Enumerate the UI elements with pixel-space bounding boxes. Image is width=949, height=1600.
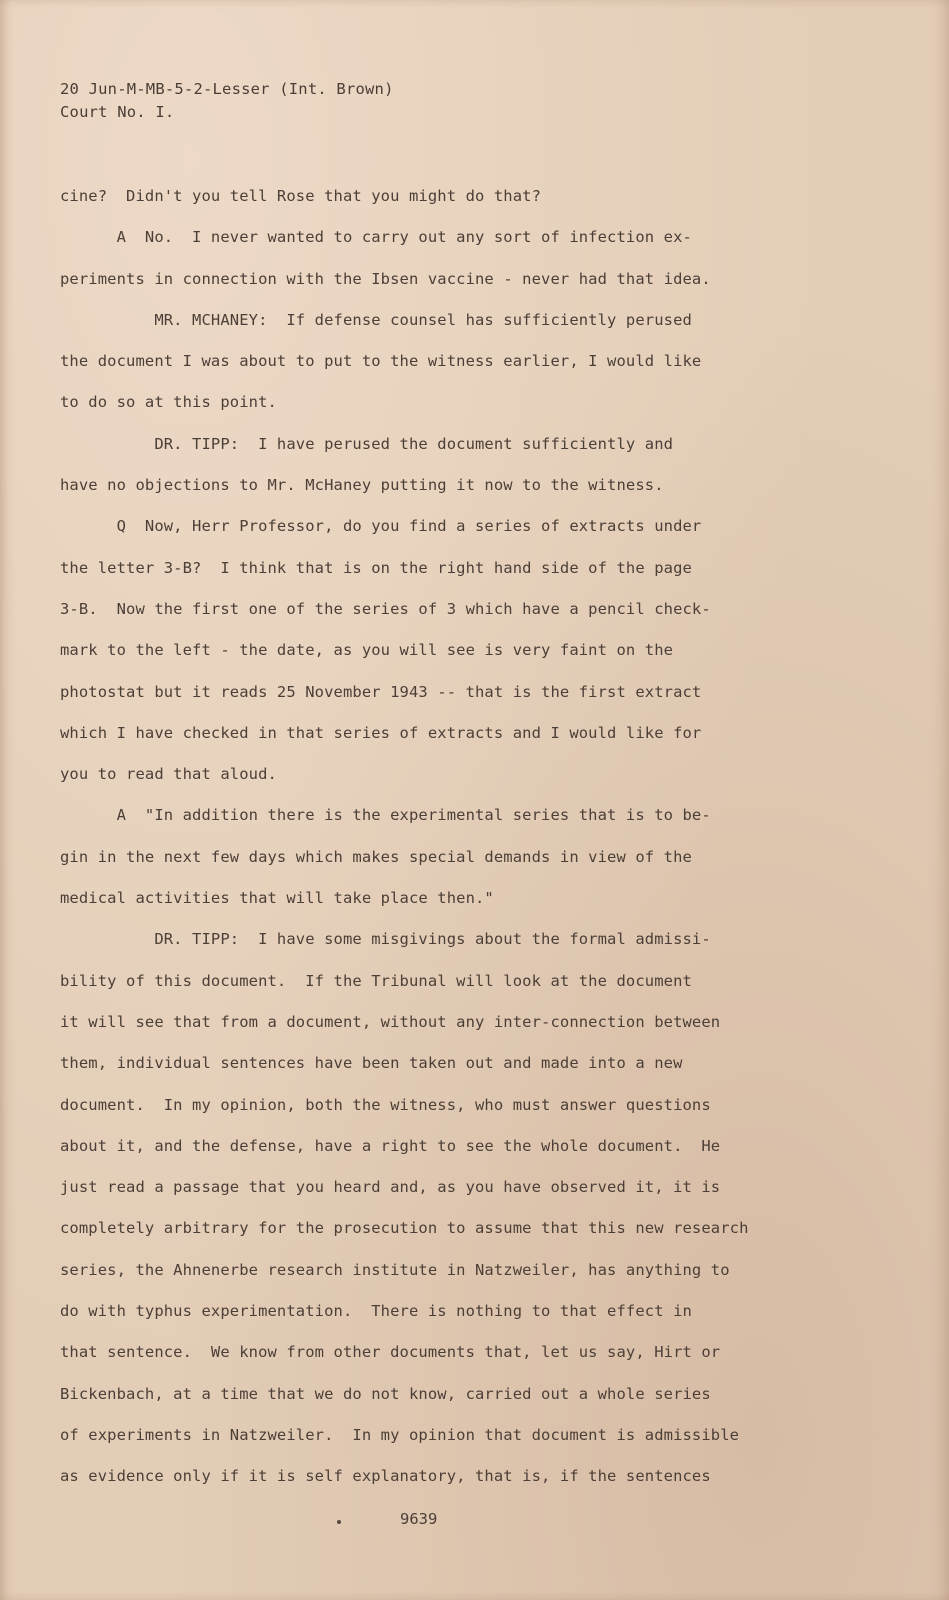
transcript-line: do with typhus experimentation. There is nothing to that effect in — [60, 1302, 692, 1321]
transcript-line: Q Now, Herr Professor, do you find a series of extracts under — [60, 517, 702, 536]
transcript-line: as evidence only if it is self explanatory, that is, if the sentences — [60, 1467, 711, 1486]
transcript-line: Bickenbach, at a time that we do not know, carried out a whole series — [60, 1384, 711, 1403]
transcript-line: you to read that aloud. — [60, 765, 277, 784]
transcript-line: A No. I never wanted to carry out any sort of infection ex- — [60, 228, 692, 247]
transcript-line: 3-B. Now the first one of the series of 3 which have a pencil check- — [60, 599, 711, 618]
transcript-line: to do so at this point. — [60, 393, 277, 412]
transcript-line: just read a passage that you heard and, as you have observed it, it is — [60, 1178, 721, 1197]
document-header — [60, 78, 394, 124]
header-court-line: Court No. I. — [60, 103, 175, 121]
transcript-line: have no objections to Mr. McHaney putting it now to the witness. — [60, 476, 664, 495]
transcript-line: them, individual sentences have been taken out and made into a new — [60, 1054, 683, 1073]
transcript-line: periments in connection with the Ibsen vaccine - never had that idea. — [60, 269, 711, 288]
transcript-line: mark to the left - the date, as you will see is very faint on the — [60, 641, 674, 660]
transcript-line: MR. MCHANEY: If defense counsel has sufficiently perused — [60, 310, 692, 329]
transcript-line: cine? Didn't you tell Rose that you might do that? — [60, 187, 542, 205]
transcript-line: which I have checked in that series of extracts and I would like for — [60, 723, 702, 742]
transcript-body — [60, 176, 840, 1498]
transcript-line: A "In addition there is the experimental series that is to be- — [60, 806, 711, 825]
transcript-line: series, the Ahnenerbe research institute in Natzweiler, has anything to — [60, 1260, 730, 1279]
transcript-line: about it, and the defense, have a right to see the whole document. He — [60, 1136, 721, 1155]
transcript-line: medical activities that will take place then." — [60, 889, 494, 908]
page-number: 9639 — [400, 1510, 438, 1528]
transcript-line: gin in the next few days which makes special demands in view of the — [60, 847, 692, 866]
transcript-line: the letter 3-B? I think that is on the right hand side of the page — [60, 558, 692, 577]
transcript-line: it will see that from a document, without any inter-connection between — [60, 1012, 721, 1031]
transcript-line: photostat but it reads 25 November 1943 -- that is the first extract — [60, 682, 702, 701]
header-session-line: 20 Jun-M-MB-5-2-Lesser (Int. Brown) — [60, 80, 394, 98]
transcript-line: completely arbitrary for the prosecution to assume that this new research — [60, 1219, 749, 1238]
transcript-line: the document I was about to put to the witness earlier, I would like — [60, 352, 702, 371]
transcript-line: bility of this document. If the Tribunal will look at the document — [60, 971, 692, 990]
transcript-line: that sentence. We know from other documents that, let us say, Hirt or — [60, 1343, 721, 1362]
transcript-line: DR. TIPP: I have some misgivings about the formal admissi- — [60, 930, 711, 949]
transcript-line: document. In my opinion, both the witness, who must answer questions — [60, 1095, 711, 1114]
transcript-line: of experiments in Natzweiler. In my opinion that document is admissible — [60, 1425, 740, 1444]
transcript-line: DR. TIPP: I have perused the document sufficiently and — [60, 434, 674, 453]
ink-dot — [337, 1520, 341, 1524]
